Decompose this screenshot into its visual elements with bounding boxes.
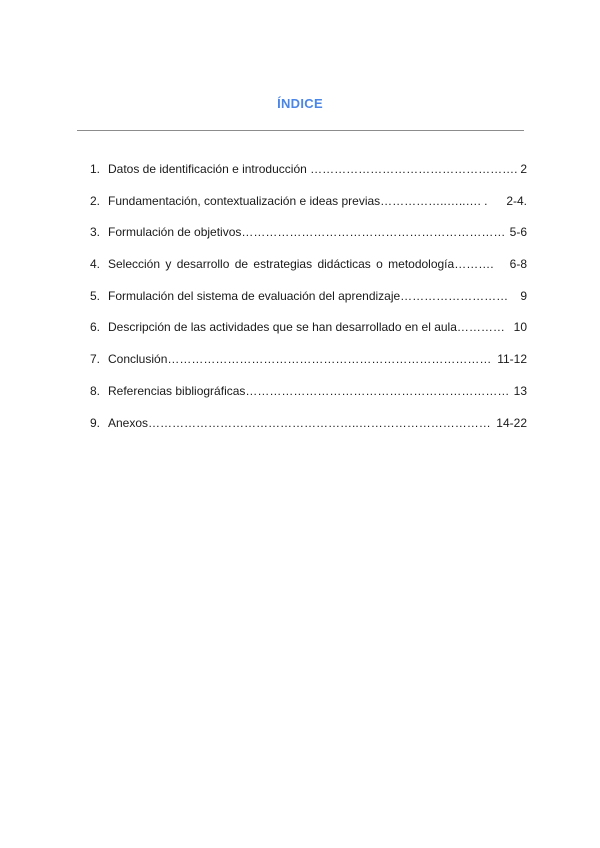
toc-item-entry: Anexos……………………………………………..……………………………	[108, 415, 491, 430]
toc-item-5	[90, 288, 527, 320]
toc-item-number: 3.	[90, 225, 101, 240]
toc-item-page: 6-8	[509, 257, 527, 272]
toc-item-1	[90, 161, 527, 193]
toc-item-3	[90, 224, 527, 256]
toc-item-entry: Formulación de objetivos…………………………………………………………	[108, 225, 506, 240]
toc-item-7	[90, 351, 527, 383]
title-divider	[77, 130, 524, 131]
toc-item-entry: Datos de identificación e introducción …………………………………………….	[108, 162, 518, 176]
toc-item-9	[90, 415, 527, 447]
toc-item-entry: Descripción de las actividades que se han desarrollado en el aula…………	[108, 320, 505, 335]
toc-item-number: 5.	[90, 288, 101, 303]
toc-item-number: 9.	[90, 415, 101, 430]
toc-item-6	[90, 319, 527, 351]
toc-item-page: 9	[520, 288, 527, 303]
toc-item-number: 2.	[90, 193, 101, 208]
toc-item-entry: Conclusión………………………………………………………………………	[108, 352, 492, 367]
toc-item-page: 11-12	[497, 352, 527, 367]
toc-item-8	[90, 383, 527, 415]
toc-item-page: 10	[513, 320, 527, 335]
toc-item-entry: Fundamentación, contextualización e ideas previas……………..…..…. .	[108, 193, 488, 208]
toc-item-4	[90, 256, 527, 288]
toc-item-page: 2	[520, 162, 527, 176]
toc-item-page: 13	[513, 383, 527, 398]
table-of-contents	[90, 161, 527, 446]
toc-item-entry: Formulación del sistema de evaluación del aprendizaje………………………	[108, 288, 509, 303]
toc-item-number: 4.	[90, 257, 101, 272]
toc-item-entry: Selección y desarrollo de estrategias didácticas o metodología……….	[108, 257, 494, 272]
toc-item-number: 7.	[90, 352, 101, 367]
toc-item-2	[90, 193, 527, 225]
toc-item-page: 14-22	[496, 415, 527, 430]
toc-item-page: 2-4.	[506, 193, 527, 208]
page-title: ÍNDICE	[277, 96, 323, 111]
toc-item-page: 5-6	[509, 225, 527, 240]
toc-item-number: 8.	[90, 383, 101, 398]
toc-item-number: 1.	[90, 162, 101, 176]
toc-item-number: 6.	[90, 320, 101, 335]
toc-item-entry: Referencias bibliográficas…………………………………………………………	[108, 383, 510, 398]
